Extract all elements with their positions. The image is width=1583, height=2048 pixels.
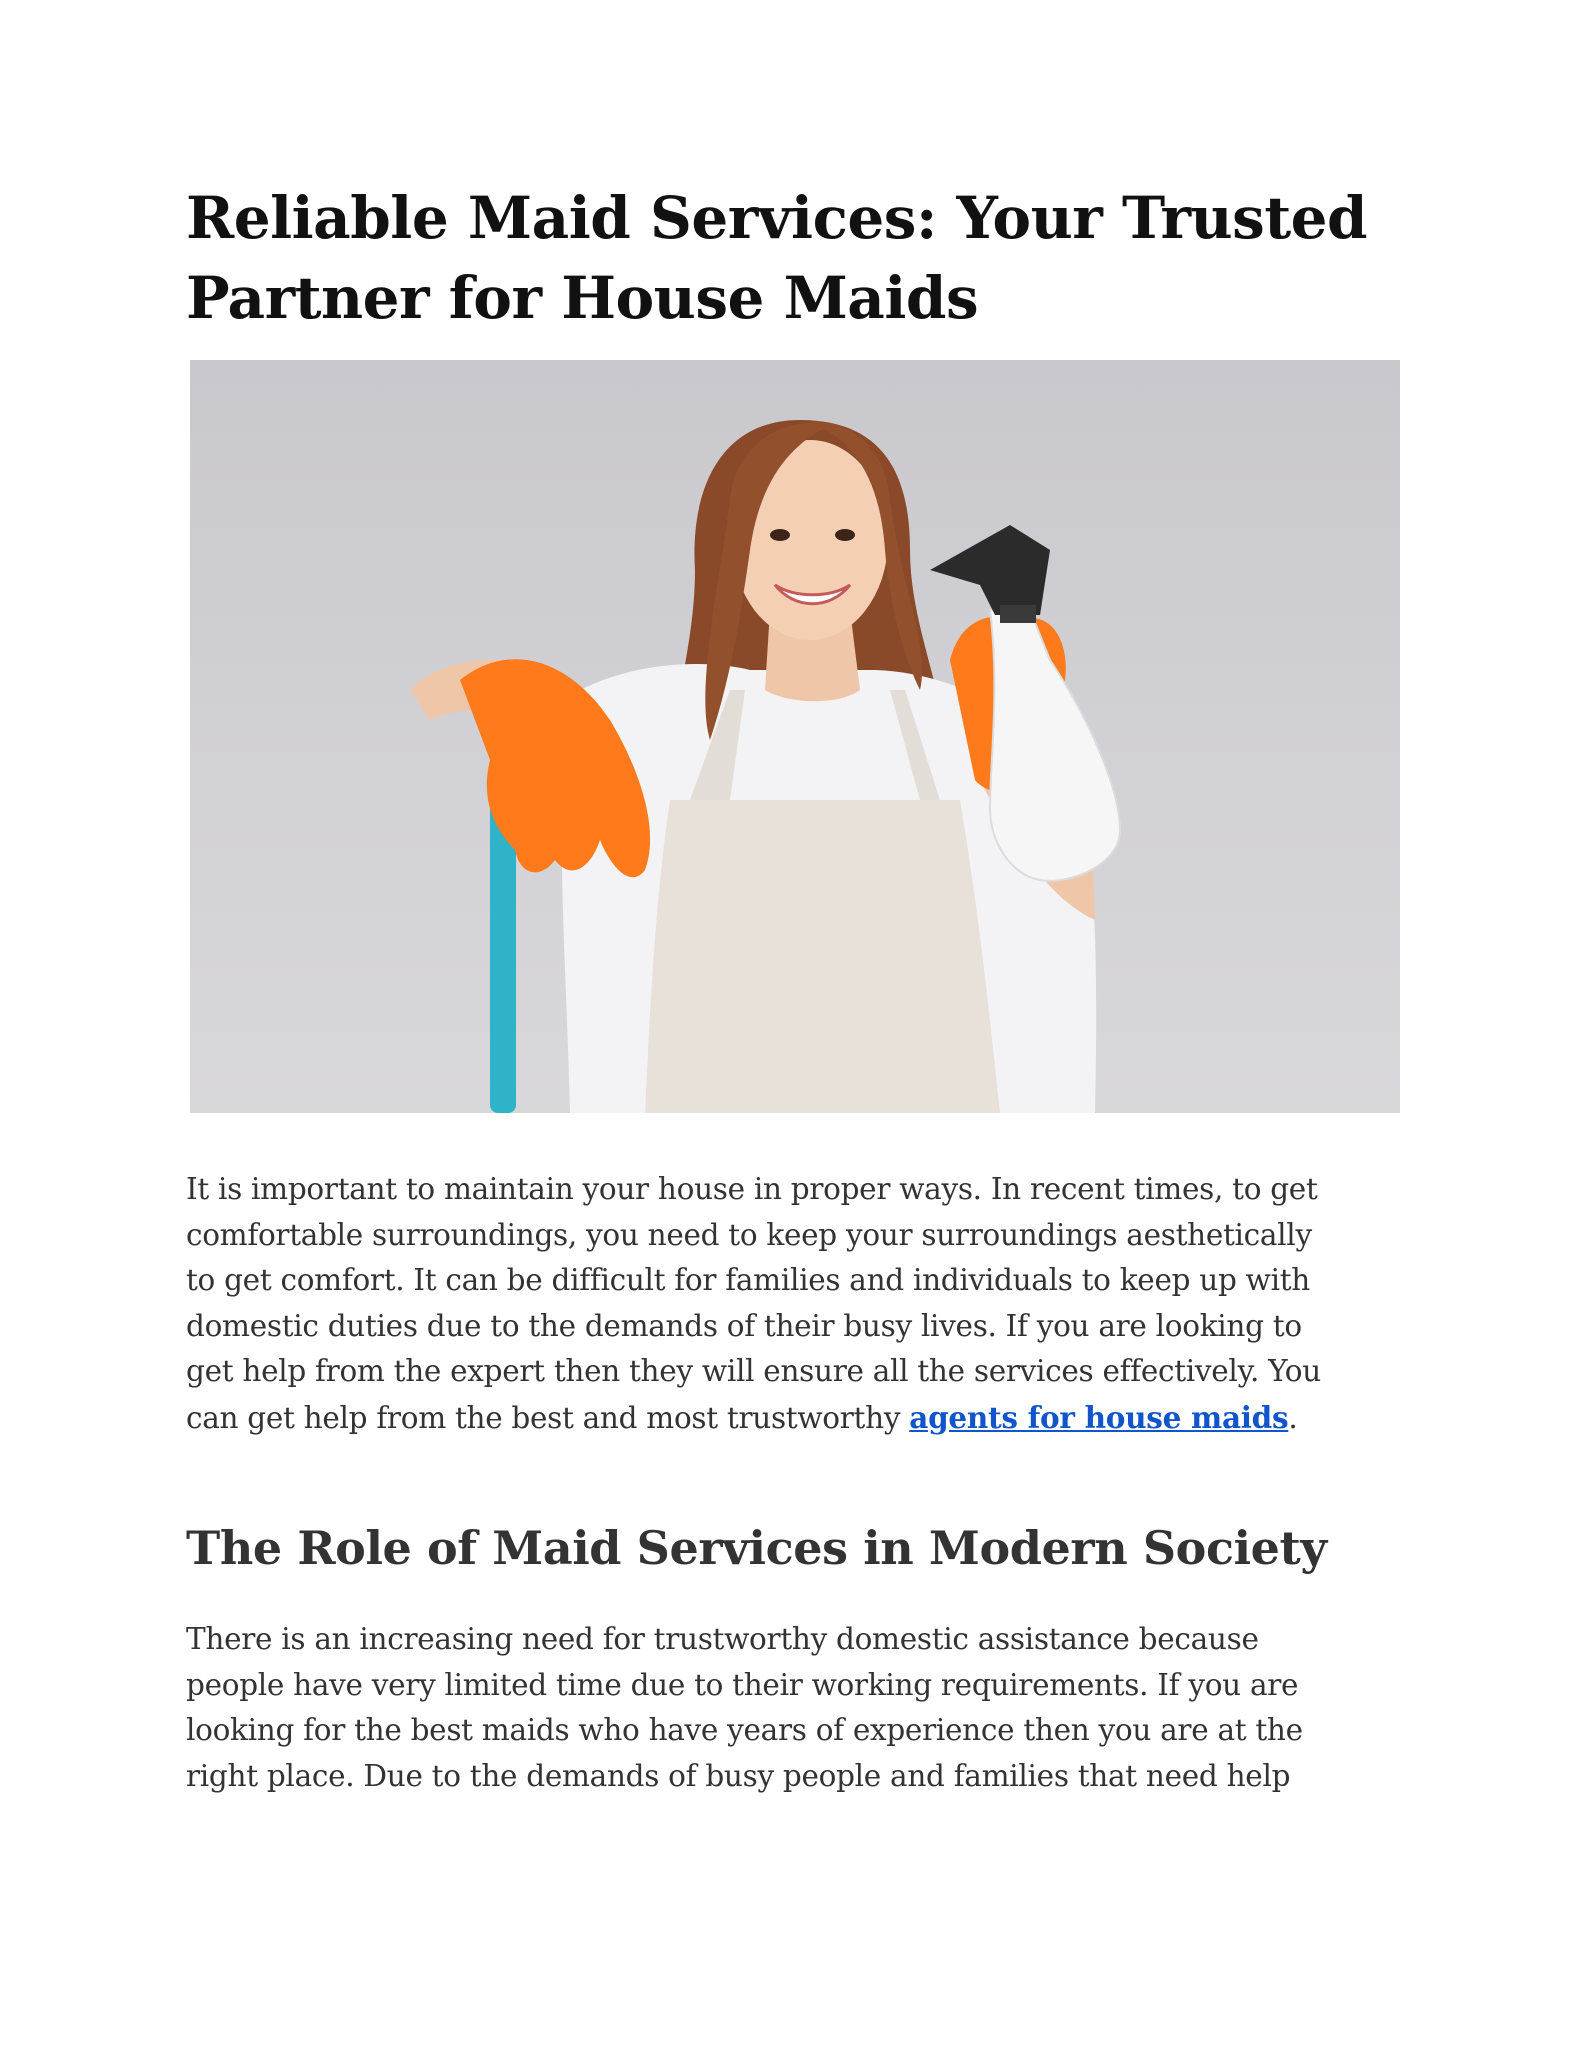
paragraph-line-last: [186, 1395, 1416, 1442]
apron-body: [645, 800, 1000, 1113]
paragraph-period: .: [1288, 1400, 1298, 1435]
section-heading: The Role of Maid Services in Modern Society: [186, 1521, 1327, 1575]
paragraph-line: people have very limited time due to their working requirements. If you are: [186, 1667, 1299, 1702]
paragraph-line: domestic duties due to the demands of their busy lives. If you are looking to: [186, 1308, 1302, 1343]
hero-photo-maid-with-cleaning-supplies: [190, 360, 1400, 1113]
paragraph-line: looking for the best maids who have years of experience then you are at the: [186, 1713, 1303, 1748]
spray-nozzle: [930, 525, 1050, 615]
section-paragraph: [186, 1617, 1416, 1799]
title-line-2: Partner for House Maids: [186, 264, 979, 332]
paragraph-line: comfortable surroundings, you need to keep your surroundings aesthetically: [186, 1217, 1312, 1252]
paragraph-text: can get help from the best and most trustworthy: [186, 1400, 910, 1435]
paragraph-line: right place. Due to the demands of busy people and families that need help: [186, 1758, 1291, 1793]
paragraph-line: get help from the expert then they will ensure all the services effectively. You: [186, 1354, 1321, 1389]
paragraph-line: There is an increasing need for trustworthy domestic assistance because: [186, 1622, 1259, 1656]
paragraph-line: to get comfort. It can be difficult for families and individuals to keep up with: [186, 1263, 1310, 1298]
paragraph-line: It is important to maintain your house in proper ways. In recent times, to get: [186, 1172, 1318, 1206]
agents-for-house-maids-link[interactable]: agents for house maids: [909, 1399, 1289, 1435]
title-line-1: Reliable Maid Services: Your Trusted: [186, 184, 1368, 252]
page-title: [186, 178, 1416, 338]
intro-paragraph: [186, 1167, 1416, 1442]
